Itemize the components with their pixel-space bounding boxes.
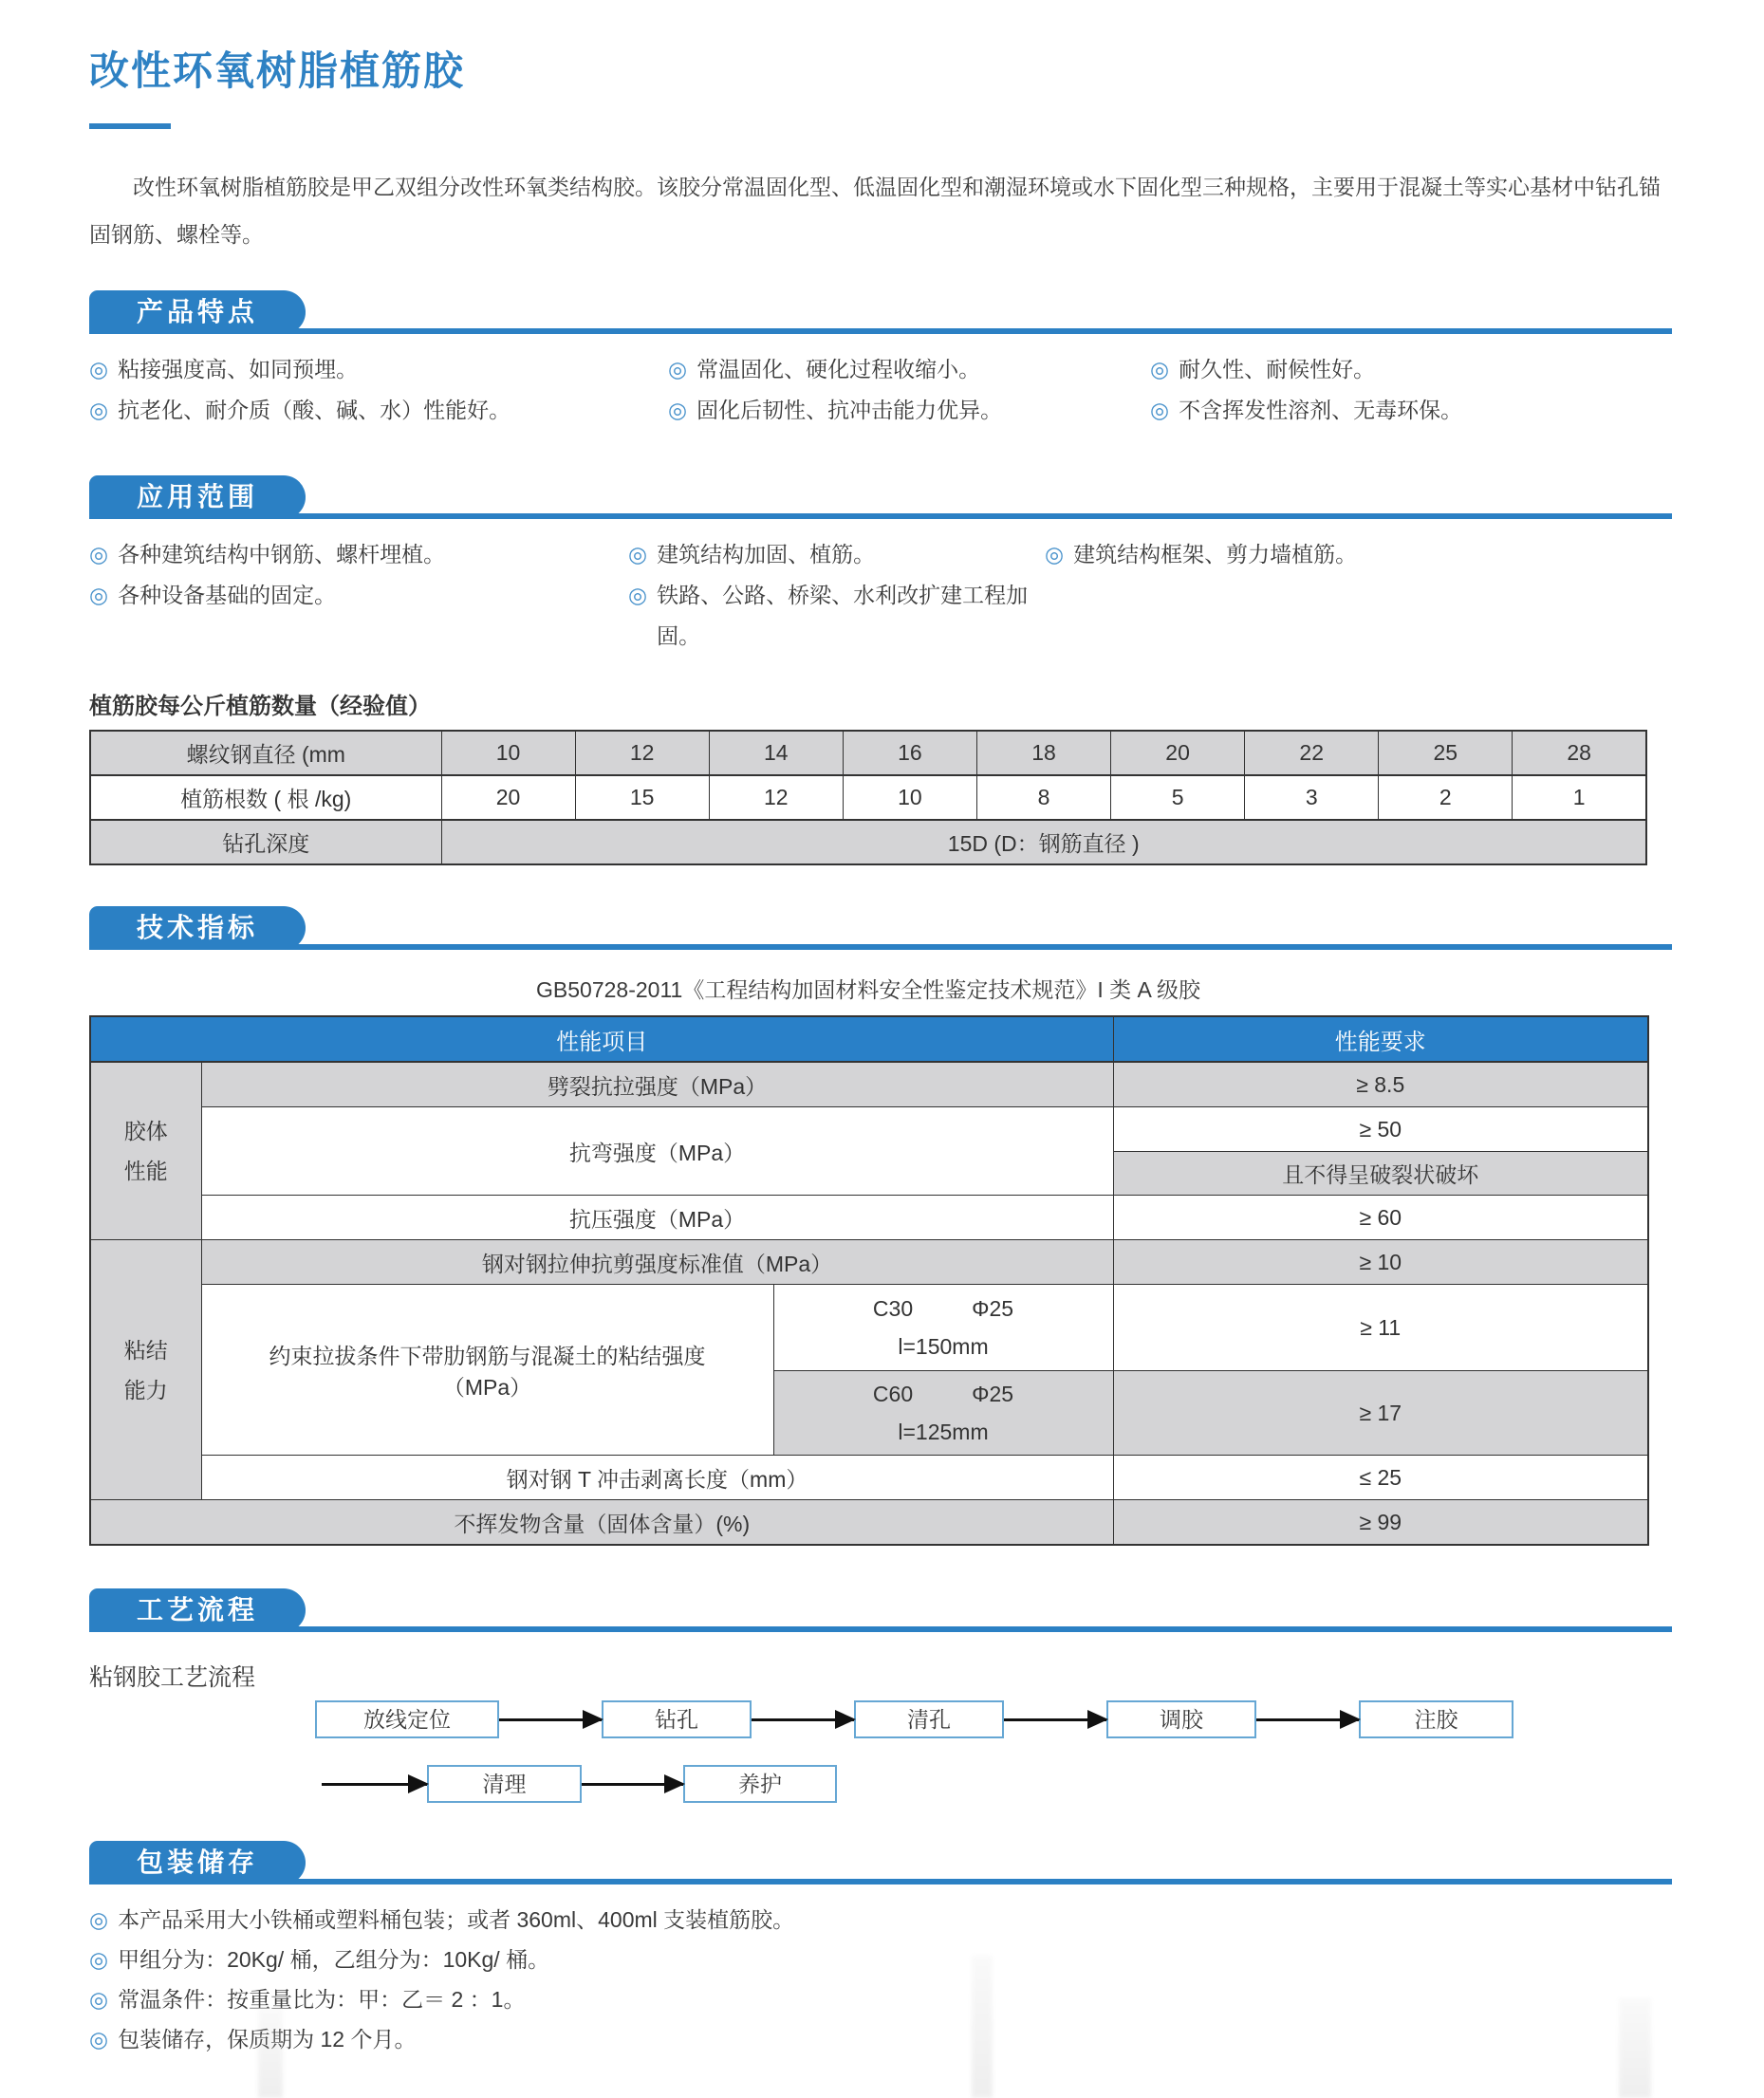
process-flow-row-1 xyxy=(315,1700,1672,1738)
feature-text: 耐久性、耐候性好。 xyxy=(1179,357,1376,381)
table-row xyxy=(90,1500,1648,1546)
rebar-count-value: 15 xyxy=(575,775,709,820)
arrow-right-icon xyxy=(752,1718,854,1721)
feature-text: 不含挥发性溶剂、无毒环保。 xyxy=(1179,398,1463,422)
rebar-count-value: 3 xyxy=(1245,775,1379,820)
application-text: 各种设备基础的固定。 xyxy=(118,583,337,607)
bond-strength-label: 约束拉拔条件下带肋钢筋与混凝土的粘结强度 （MPa） xyxy=(201,1285,773,1456)
volatile-label: 不挥发物含量（固体含量）(%) xyxy=(90,1500,1113,1546)
shear-label: 钢对钢拉伸抗剪强度标准值（MPa） xyxy=(201,1240,1113,1285)
storage-item xyxy=(89,2019,1672,2059)
application-item xyxy=(1045,534,1672,575)
tech-badge: 技术指标 xyxy=(89,906,306,950)
tech-col-item-header: 性能项目 xyxy=(90,1016,1113,1062)
compressive-label: 抗压强度（MPa） xyxy=(201,1196,1113,1240)
rebar-count-value: 1 xyxy=(1513,775,1646,820)
table-row xyxy=(90,1285,1648,1371)
page-title: 改性环氧树脂植筋胶 xyxy=(89,48,466,93)
rebar-count-value: 2 xyxy=(1379,775,1513,820)
process-badge: 工艺流程 xyxy=(89,1588,306,1632)
rebar-count-table xyxy=(89,730,1647,865)
flow-step-drill: 钻孔 xyxy=(602,1700,752,1738)
section-divider-line xyxy=(89,1626,1672,1632)
bullseye-bullet-icon: ◎ xyxy=(628,583,648,607)
shear-req: ≥ 10 xyxy=(1113,1240,1648,1285)
feature-item xyxy=(1150,349,1672,390)
title-underline xyxy=(89,123,171,129)
rebar-count-label: 植筋根数 ( 根 /kg) xyxy=(90,775,441,820)
bond-c30-condition: C30 Φ25 l=150mm xyxy=(773,1285,1113,1371)
application-item xyxy=(628,534,1045,575)
group-bond-capacity: 粘结能力 xyxy=(90,1240,201,1500)
feature-text: 固化后韧性、抗冲击能力优异。 xyxy=(696,398,1003,422)
drill-depth-label: 钻孔深度 xyxy=(90,820,441,864)
feature-item xyxy=(89,390,668,431)
application-text: 各种建筑结构中钢筋、螺杆埋植。 xyxy=(118,542,446,566)
section-header-tech xyxy=(89,906,1672,950)
features-badge: 产品特点 xyxy=(89,290,306,334)
table-row xyxy=(90,820,1646,864)
intro-paragraph: 改性环氧树脂植筋胶是甲乙双组分改性环氧类结构胶。该胶分常温固化型、低温固化型和潮湿环境或水下固化型三种规格，主要用于混凝土等实心基材中钻孔锚固钢筋、螺栓等。 xyxy=(89,175,1661,247)
section-divider-line xyxy=(89,328,1672,334)
feature-text: 常温固化、硬化过程收缩小。 xyxy=(696,357,981,381)
tech-standard-caption: GB50728-2011《工程结构加固材料安全性鉴定技术规范》I 类 A 级胶 xyxy=(536,977,1200,1002)
group-body-performance: 胶体性能 xyxy=(90,1062,201,1240)
section-header-process xyxy=(89,1588,1672,1632)
bullseye-bullet-icon: ◎ xyxy=(668,398,688,422)
application-text: 建筑结构加固、植筋。 xyxy=(657,542,876,566)
rebar-count-value: 10 xyxy=(843,775,976,820)
storage-text: 常温条件：按重量比为：甲：乙＝ 2 ：1。 xyxy=(118,1987,526,2012)
tech-col-req-header: 性能要求 xyxy=(1113,1016,1648,1062)
storage-list xyxy=(89,1900,1672,2059)
section-header-features xyxy=(89,290,1672,334)
bond-c60-condition: C60 Φ25 l=125mm xyxy=(773,1371,1113,1456)
flow-step-clean-hole: 清孔 xyxy=(854,1700,1004,1738)
table-row xyxy=(90,1240,1648,1285)
split-tensile-label: 劈裂抗拉强度（MPa） xyxy=(201,1062,1113,1107)
features-list xyxy=(89,349,1672,431)
storage-badge: 包装储存 xyxy=(89,1841,306,1884)
bullseye-bullet-icon: ◎ xyxy=(668,357,688,381)
application-text: 铁路、公路、桥梁、水利改扩建工程加固。 xyxy=(657,583,1029,648)
table-row xyxy=(90,1196,1648,1240)
volatile-req: ≥ 99 xyxy=(1113,1500,1648,1546)
rebar-diameter-value: 10 xyxy=(441,731,575,775)
rebar-diameter-value: 14 xyxy=(709,731,843,775)
bullseye-bullet-icon: ◎ xyxy=(89,357,109,381)
storage-item xyxy=(89,1979,1672,2019)
arrow-right-icon xyxy=(582,1783,683,1786)
table-row xyxy=(90,1107,1648,1152)
bullseye-bullet-icon: ◎ xyxy=(89,1947,109,1972)
storage-text: 本产品采用大小铁桶或塑料桶包装；或者 360ml、400ml 支装植筋胶。 xyxy=(118,1907,795,1932)
table-row xyxy=(90,1456,1648,1500)
rebar-table-caption: 植筋胶每公斤植筋数量（经验值） xyxy=(89,694,431,719)
rebar-count-value: 8 xyxy=(976,775,1110,820)
bullseye-bullet-icon: ◎ xyxy=(89,542,109,566)
bullseye-bullet-icon: ◎ xyxy=(89,1907,109,1932)
feature-item xyxy=(89,349,668,390)
compressive-req: ≥ 60 xyxy=(1113,1196,1648,1240)
storage-text: 包装储存，保质期为 12 个月。 xyxy=(118,2027,417,2052)
table-row xyxy=(90,731,1646,775)
process-subtitle: 粘钢胶工艺流程 xyxy=(89,1664,256,1691)
rebar-count-value: 5 xyxy=(1111,775,1245,820)
application-text: 建筑结构框架、剪力墙植筋。 xyxy=(1073,542,1358,566)
rebar-count-value: 12 xyxy=(709,775,843,820)
section-header-applications xyxy=(89,475,1672,519)
bullseye-bullet-icon: ◎ xyxy=(89,583,109,607)
peel-label: 钢对钢 T 冲击剥离长度（mm） xyxy=(201,1456,1113,1500)
applications-list xyxy=(89,534,1672,657)
rebar-diameter-value: 25 xyxy=(1379,731,1513,775)
rebar-count-value: 20 xyxy=(441,775,575,820)
section-divider-line xyxy=(89,513,1672,519)
rebar-diameter-value: 16 xyxy=(843,731,976,775)
bullseye-bullet-icon: ◎ xyxy=(1150,357,1170,381)
flow-step-mix-glue: 调胶 xyxy=(1106,1700,1256,1738)
bending-req-note: 且不得呈破裂状破坏 xyxy=(1113,1152,1648,1196)
rebar-diameter-value: 22 xyxy=(1245,731,1379,775)
arrow-right-icon xyxy=(1004,1718,1106,1721)
application-item xyxy=(628,575,1045,657)
application-item xyxy=(89,575,628,657)
table-row xyxy=(90,1016,1648,1062)
arrow-right-icon xyxy=(1256,1718,1359,1721)
application-item xyxy=(89,534,628,575)
content-column xyxy=(89,0,1672,2059)
drill-depth-value: 15D (D：钢筋直径 ) xyxy=(441,820,1646,864)
flow-step-layout: 放线定位 xyxy=(315,1700,499,1738)
bullseye-bullet-icon: ◎ xyxy=(89,1987,109,2012)
rebar-diameter-value: 18 xyxy=(976,731,1110,775)
applications-badge: 应用范围 xyxy=(89,475,306,519)
feature-item xyxy=(668,390,1150,431)
split-tensile-req: ≥ 8.5 xyxy=(1113,1062,1648,1107)
bullseye-bullet-icon: ◎ xyxy=(1045,542,1065,566)
process-flow-row-2 xyxy=(322,1765,1672,1803)
peel-req: ≤ 25 xyxy=(1113,1456,1648,1500)
section-divider-line xyxy=(89,1879,1672,1884)
bullseye-bullet-icon: ◎ xyxy=(1150,398,1170,422)
rebar-diameter-value: 20 xyxy=(1111,731,1245,775)
arrow-right-icon xyxy=(499,1718,602,1721)
rebar-diameter-value: 28 xyxy=(1513,731,1646,775)
bending-label: 抗弯强度（MPa） xyxy=(201,1107,1113,1196)
table-row xyxy=(90,1062,1648,1107)
section-divider-line xyxy=(89,944,1672,950)
feature-item xyxy=(668,349,1150,390)
storage-text: 甲组分为：20Kg/ 桶，乙组分为：10Kg/ 桶。 xyxy=(118,1947,550,1972)
tech-spec-table xyxy=(89,1015,1649,1546)
bullseye-bullet-icon: ◎ xyxy=(89,398,109,422)
flow-step-cleanup: 清理 xyxy=(427,1765,582,1803)
feature-text: 抗老化、耐介质（酸、碱、水）性能好。 xyxy=(118,398,511,422)
flow-step-curing: 养护 xyxy=(683,1765,837,1803)
arrow-right-icon xyxy=(322,1783,427,1786)
bending-req-value: ≥ 50 xyxy=(1113,1107,1648,1152)
bullseye-bullet-icon: ◎ xyxy=(628,542,648,566)
table-row xyxy=(90,775,1646,820)
section-header-storage xyxy=(89,1841,1672,1884)
storage-item xyxy=(89,1900,1672,1940)
rebar-diameter-value: 12 xyxy=(575,731,709,775)
feature-item xyxy=(1150,390,1672,431)
bond-c60-req: ≥ 17 xyxy=(1113,1371,1648,1456)
storage-item xyxy=(89,1940,1672,1979)
bond-c30-req: ≥ 11 xyxy=(1113,1285,1648,1371)
feature-text: 粘接强度高、如同预埋。 xyxy=(118,357,359,381)
flow-step-inject-glue: 注胶 xyxy=(1359,1700,1513,1738)
rebar-diameter-label: 螺纹钢直径 (mm xyxy=(90,731,441,775)
bullseye-bullet-icon: ◎ xyxy=(89,2027,109,2052)
